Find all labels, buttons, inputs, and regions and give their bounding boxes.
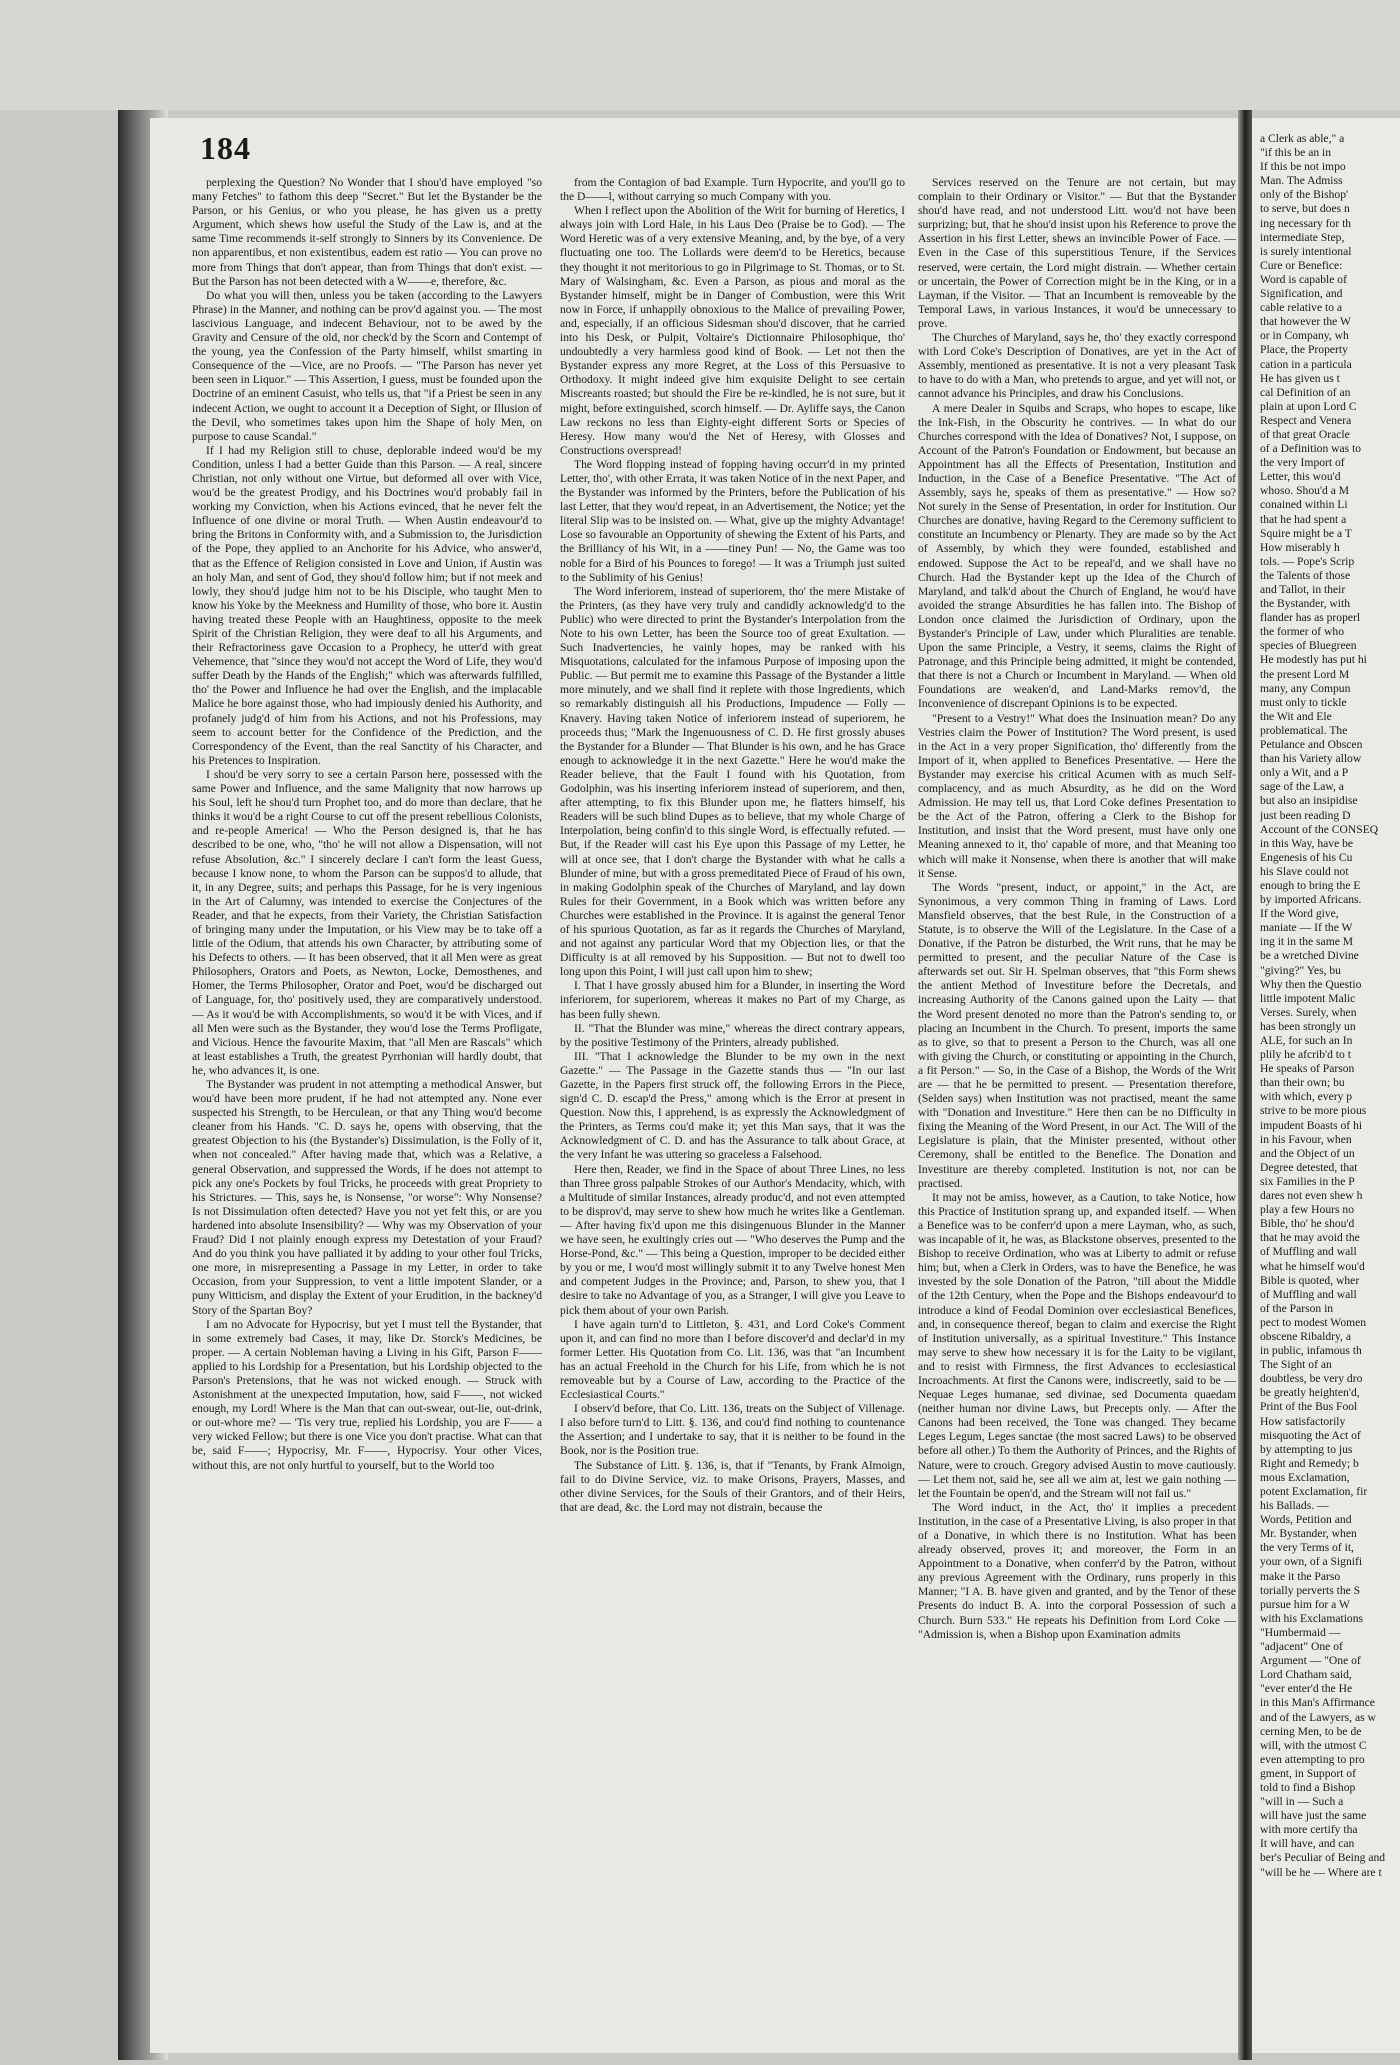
facing-page-line: "Humbermaid — — [1260, 1625, 1341, 1639]
facing-page-line: and of the Lawyers, as w — [1260, 1710, 1376, 1724]
facing-page-fragment — [1252, 118, 1400, 2053]
paragraph: The Word inferiorem, instead of superiorem, tho' the mere Mistake of the Printers, (as they have very truly and candidly acknowledg'd to the Public) who were directed to print the Bystander's Interpolation from the Note to his own Letter, has been the Source too of great Exultation. — Such Inadvertencies, he vainly hopes, may be ranked with his Misquotations, calculated for the infamous Purpose of imposing upon the Public. — But permit me to examine this Passage of the Bystander a little more minutely, and we shall find it replete with those Ingredients, which so remarkably distinguish all his Productions, Impudence — Folly — Knavery. Having taken Notice of inferiorem instead of superiorem, he proceeds thus; "Mark the Ingenuousness of C. D. He first grossly abuses the Bystander for a Blunder — That Blunder is his own, and he has Grace enough to acknowledge it in the next Gazette." Here he wou'd make the Reader believe, that the Fault I found with his Quotation, from Godolphin, was his inserting inferiorem instead of superiorem, and then, after attempting, to fix this Blunder upon me, he flatters himself, his Readers will be such blind Dupes as to believe, that my whole Charge of Interpolation, being confin'd to this single Word, is effectually refuted. — But, if the Reader will cast his Eye upon this Passage of my Letter, he will at once see, that I don't charge the Bystander with what he calls a Blunder of mine, but with a gross premeditated Piece of Fraud of his own, in making Godolphin speak of the Churches of Maryland, and lay down Rules for their Government, in a Book which was written before any Churches were established in the Province. It is against the general Tenor of his spurious Quotation, as far as it regards the Churches of Maryland, and not against any particular Word that my Objection lies, or that the Difficulty is at all removed by his Supposition. — But not to dwell too long upon this Point, I will just call upon him to shew; — [560, 584, 905, 979]
page-number: 184 — [200, 130, 251, 166]
paragraph: A mere Dealer in Squibs and Scraps, who hopes to escape, like the Ink-Fish, in the Obscurity he contrives. — In what do our Churches correspond with the Idea of Donatives? Not, I suppose, on Account of the Patron's Foundation or Endowment, but because an Appointment has all the Effects of Presentation, Institution and Induction, in the Case of a Benefice Presentative. "The Act of Assembly, says he, speaks of them as presentative." — How so? Not surely in the Sense of Presentation, in order for Institution. Our Churches are donative, having Regard to the Ceremony sufficient to constitute an Incumbency or Plenarty. They are made so by the Act of Assembly, by which they were founded, established and endowed. Suppose the Act to be repeal'd, and we shall have no Church. Had the Bystander kept up the Idea of the Church of Maryland, and talk'd about the Church of England, he wou'd have avoided the strange Absurdities he has fallen into. The Bishop of London once claimed the Jurisdiction of Ordinary, upon the Bystander's Principle of Law, under which Pluralities are tenable. Upon the same Principle, a Vestry, it seems, claims the Right of Patronage, and this Principle being admitted, it might be contended, that there is not a Church or Incumbent in Maryland. — When old Foundations are weaken'd, and Land-Marks remov'd, the Inconvenience of discrepant Opinions is to be expected. — [918, 401, 1236, 711]
paragraph: The Churches of Maryland, says he, tho' they exactly correspond with Lord Coke's Description of Donatives, are yet in the Act of Assembly, mentioned as presentative. It is not a very pleasant Task to have to do with a Man, who pretends to argue, and yet will not, or cannot advance his Principles, and draw his Conclusions. — [918, 331, 1236, 401]
facing-page-line: torially perverts the S — [1260, 1583, 1361, 1597]
facing-page-line: of a Definition was to — [1260, 442, 1362, 456]
facing-page-line: with which, every p — [1260, 1090, 1353, 1104]
facing-page-line: misquoting the Act of — [1260, 1428, 1361, 1442]
facing-page-line: of Muffling and wall — [1260, 1245, 1357, 1259]
facing-page-line: only a Wit, and a P — [1260, 766, 1349, 780]
facing-page-line: play a few Hours no — [1260, 1203, 1355, 1217]
facing-page-line: How satisfactorily — [1260, 1414, 1346, 1428]
facing-page-line: whoso. Shou'd a M — [1260, 484, 1350, 498]
facing-page-line: the Bystander, with — [1260, 597, 1351, 611]
paragraph: I shou'd be very sorry to see a certain Parson here, possessed with the same Power and Influence, and the same Malignity that now harrows up his Soul, left he shou'd turn Prophet too, and do more than declare, that he thinks it wou'd be a right Course to cut off the present rebellious Colonists, and re-people America! — Who the Person designed is, that he has described to be one, who, "tho' he will not allow a Dispensation, will not refuse Absolution, &c." I sincerely declare I can't form the least Guess, because I know none, to whom the Parson can be suppos'd to allude, that it, in any Degree, suits; and perhaps this Passage, for he is very ingenious in the Art of Calumny, was intended to exercise the Conjectures of the Reader, and that he expects, from their Variety, the Christian Satisfaction of bringing many under the Imputation, or his View may be to take off a little of the Odium, that attends his own Character, by attributing some of his Defects to others. — It has been observed, that it all Men were as great Philosophers, Orators and Poets, as Newton, Locke, Demosthenes, and Homer, the Terms Philosopher, Orator and Poet, wou'd be discharged out of Language, for, tho' positively used, they are comparatively understood. — As it wou'd be with Accomplishments, so wou'd it be with Vices, and if all Men were such as the Bystander, they wou'd lose the Terms Profligate, and Vicious. Hence the favourite Maxim, that "all Men are Rascals" which at least establishes a Truth, the greatest Pyrrhonian will hardly doubt, that he, who advances it, is one. — [192, 767, 542, 1077]
facing-page-line: ber's Peculiar of Being and — [1260, 1851, 1386, 1865]
facing-page-line: just been reading D — [1260, 808, 1351, 822]
facing-page-line: Verses. Surely, when — [1260, 1005, 1357, 1019]
paragraph: The Words "present, induct, or appoint," in the Act, are Synonimous, a very common Thing in framing of Laws. Lord Mansfield observes, that the best Rule, in the Construction of a Statute, is to observe the Will of the Legislature. In the Case of a Donative, if the Patron be disturbed, the Writ runs, that he may be permitted to present, and the peculiar Nature of the Case is afterwards set out. Sir H. Spelman observes, that "this Form shews the antient Method of Investiture before the Decretals, and increasing Authority of the Canons gained upon the Laity — that the Word present denoted no more than the Patron's sending to, or placing an Incumbent in the Church. To present, imports the same as to give, so that to present a Person to the Church, was all one with giving the Church, or constituting or appointing in the Church, a fit Person." — So, in the Case of a Bishop, the Words of the Writ are — that he be permitted to present. — Presentation therefore, (Selden says) when Institution was not practised, meant the same with "Donation and Investiture." Here then can be no Difficulty in fixing the Meaning of the Word Present, in our Act. The Will of the Legislature is plain, that the Minister presented, without other Ceremony, shall be entitled to the Benefice. The Donation and Investiture are thereby completed. Institution is not, nor can be practised. — [918, 880, 1236, 1190]
paragraph: I observ'd before, that Co. Litt. 136, treats on the Subject of Villenage. I also before turn'd to Litt. §. 136, and cou'd find nothing to countenance the Assertion; and I undertake to say, that it is neither to be found in the Book, nor is the Position true. — [560, 1402, 905, 1458]
facing-page-line: of that great Oracle — [1260, 427, 1350, 441]
facing-page-line: the former of who — [1260, 625, 1345, 639]
paragraph: When I reflect upon the Abolition of the Writ for burning of Heretics, I always join with Lord Hale, in his Laus Deo (Praise be to God). — The Word Heretic was of a very extensive Meaning, and, by the bye, of a very fluctuating one too. The Lollards were deem'd to be Heretics, because they thought it not meritorious to go in Pilgrimage to St. Thomas, or to St. Mary of Walsingham, &c. Even a Parson, as pious and moral as the Bystander himself, might be in Danger of Combustion, were this Writ now in Force, if unhappily obnoxious to the Malice of prevailing Power, and, especially, if an officious Sidesman shou'd discover, that he carried into his Desk, or Pulpit, Voltaire's Dictionnaire Philosophique, tho' undoubtedly a very harmless good kind of Book. — Let not then the Bystander express any more Regret, at the Loss of this Persuasive to Orthodoxy. It might indeed give him exquisite Delight to see certain Miscreants roasted; but should the Fire be re-kindled, he is not sure, but it might, before extinguished, scorch himself. — Dr. Ayliffe says, the Canon Law reckons no less than Eighty-eight different Sorts or Species of Heresy. How many wou'd the Net of Heresy, with Glosses and Constructions overspread! — [560, 204, 905, 457]
facing-page-line: Word is capable of — [1260, 272, 1347, 286]
facing-page-line: cerning Men, to be de — [1260, 1724, 1362, 1738]
facing-page-line: Degree detested, that — [1260, 1160, 1358, 1174]
facing-page-line: The Sight of an — [1260, 1358, 1332, 1372]
facing-page-line: be a wretched Divine — [1260, 949, 1359, 963]
facing-page-line: but also an insipidise — [1260, 794, 1358, 808]
paragraph: The Substance of Litt. §. 136, is, that if "Tenants, by Frank Almoign, fail to do Divine Service, viz. to make Orisons, Prayers, Masses, and other divine Services, for the Souls of their Grantors, and of their Heirs, that are dead, &c. the Lord may not distrain, because the — [560, 1458, 905, 1514]
facing-page-line: of Muffling and wall — [1260, 1287, 1357, 1301]
facing-page-line: and Tallot, in their — [1260, 583, 1346, 596]
facing-page-line: enough to bring the E — [1260, 878, 1361, 892]
facing-page-line: cable relative to a — [1260, 301, 1343, 315]
facing-page-line: your own, of a Signifi — [1260, 1555, 1363, 1569]
facing-page-line: what he himself wou'd — [1260, 1259, 1365, 1273]
facing-page-line: impudent Boasts of hi — [1260, 1118, 1363, 1132]
facing-page-line: Words, Petition and — [1260, 1513, 1352, 1527]
facing-page-line: How miserably h — [1260, 540, 1340, 554]
facing-page-line: told to find a Bishop — [1260, 1780, 1356, 1794]
facing-page-line: "adjacent" One of — [1260, 1640, 1343, 1654]
paragraph: "Present to a Vestry!" What does the Insinuation mean? Do any Vestries claim the Power of Institution? The Word present, is used in the Act in a very proper Signification, tho' differently from the Import of it, when applied to Benefices Presentative. — Here the Bystander may exercise his critical Acumen with as much Self-complacency, and as much Absurdity, as he did on the Word Admission. He may tell us, that Lord Coke defines Presentation to be the Act of the Patron, offering a Clerk to the Bishop for Institution, and insist that the Word present, must have only one Meaning annexed to it, tho' capable of more, and that Meaning too which will make it Nonsense, when there is another that will make it Sense. — [918, 711, 1236, 880]
page-gutter — [1238, 110, 1252, 2060]
facing-page-line: the Wit and Ele — [1260, 709, 1332, 723]
paragraph: It may not be amiss, however, as a Caution, to take Notice, how this Practice of Institution sprang up, and expanded itself. — When a Benefice was to be conferr'd upon a mere Layman, who, as such, was incapable of it, he was, as Blackstone observes, presented to the Bishop to receive Ordination, who was at Liberty to admit or refuse him; but, when a Clerk in Orders, was to have the Benefice, he was invested by the sole Donation of the Patron, "till about the Middle of the 12th Century, when the Pope and the Bishops endeavour'd to introduce a kind of Feodal Dominion over ecclesiastical Benefices, and, in consequence thereof, began to claim and exercise the Right of Institution universally, as a spiritual Investiture." This Instance may serve to shew how necessary it is for the Laity to be vigilant, and to resist with Firmness, the first Advances to ecclesiastical Incroachments. At first the Canons were, indiscreetly, said to be — Nequae Leges humanae, sed divinae, sed Documenta quaedam (neither human nor divine Laws, but Precepts only. — After the Canons had been received, the Tone was changed. They became Leges Legum, Leges sanctae (the most sacred Laws) to be observed before all other.) To them the Authority of Princes, and the Rights of Nature, were to crouch. Gregory advised Austin to move cautiously. — Let them not, said he, see all we aim at, lest we gain nothing — let the Fountain be open'd, and the Stream will not fail us." — [918, 1190, 1236, 1500]
facing-page-line: It will have, and can — [1260, 1837, 1355, 1851]
facing-page-line: conained within Li — [1260, 498, 1348, 512]
facing-page-line: gment, in Support of — [1260, 1766, 1356, 1780]
facing-page-line: with more certify tha — [1260, 1823, 1358, 1837]
facing-page-line: that he had spent a — [1260, 512, 1347, 526]
facing-page-line: pursue him for a W — [1260, 1597, 1350, 1611]
facing-page-line: ing necessary for th — [1260, 216, 1352, 230]
facing-page-line: potent Exclamation, fir — [1260, 1485, 1368, 1498]
paragraph: Here then, Reader, we find in the Space of about Three Lines, no less than Three gross palpable Strokes of our Author's Mendacity, which, with a Multitude of similar Instances, already produc'd, and not even attempted to be disprov'd, may serve to shew how much he writes like a Gentleman. — After having fix'd upon me this disingenuous Blunder in the Manner we have seen, he exultingly cries out — "Who deserves the Pump and the Horse-Pond, &c." — This being a Question, improper to be decided either by you or me, I wou'd most willingly submit it to any Twelve honest Men and competent Judges in the Province; and, Parson, to shew you, that I desire to take no Advantage of you, as a Stranger, I will give you Leave to pick them about of your own Parish. — [560, 1162, 905, 1317]
facing-page-line: with his Exclamations — [1260, 1611, 1364, 1625]
facing-page-line: Letter, this wou'd — [1260, 470, 1341, 484]
facing-page-line: dares not even shew h — [1260, 1189, 1363, 1203]
facing-page-line: flander has as properl — [1260, 611, 1361, 625]
facing-page-line: little impotent Malic — [1260, 991, 1356, 1005]
facing-page-line: "giving?" Yes, bu — [1260, 963, 1341, 977]
facing-page-line: "will be he — Where are t — [1260, 1865, 1382, 1879]
facing-page-line: He modestly has put hi — [1260, 653, 1367, 667]
facing-page-line: in this Man's Affirmance — [1260, 1696, 1375, 1710]
facing-page-line: than their own; bu — [1260, 1076, 1345, 1090]
facing-page-line: his Slave could not — [1260, 864, 1349, 878]
facing-page-line: in this Way, have be — [1260, 836, 1354, 850]
paragraph: I have again turn'd to Littleton, §. 431, and Lord Coke's Comment upon it, and can find no more than I before discover'd and declar'd in my former Letter. His Quotation from Co. Lit. 136, was that "an Incumbent has an actual Freehold in the Church for his Life, from which he is not removeable but by a Course of Law, according to the Practice of the Ecclesiastical Courts." — [560, 1317, 905, 1402]
facing-page-line: If this be not impo — [1260, 160, 1346, 174]
paragraph: from the Contagion of bad Example. Turn Hypocrite, and you'll go to the D——l, without carrying so much Company with you. — [560, 176, 905, 204]
facing-page-line: Bible, tho' he shou'd — [1260, 1217, 1355, 1231]
facing-page-line: will, with the utmost C — [1260, 1738, 1367, 1752]
facing-page-line: is surely intentional — [1260, 244, 1352, 258]
facing-page-line: Mr. Bystander, when — [1260, 1527, 1357, 1541]
facing-page-line: Lord Chatham said, — [1260, 1668, 1352, 1682]
facing-page-line: Why then the Questio — [1260, 977, 1362, 991]
facing-page-line: problematical. The — [1260, 723, 1348, 737]
facing-page-line: Argument — "One of — [1260, 1654, 1361, 1668]
facing-page-line: mous Exclamation, — [1260, 1470, 1350, 1484]
facing-page-line: species of Bluegreen — [1260, 639, 1357, 653]
facing-page-line: "will in — Such a — [1260, 1795, 1344, 1809]
facing-page-line: even attempting to pro — [1260, 1752, 1365, 1766]
paragraph: The Word induct, in the Act, tho' it implies a precedent Institution, in the case of a Presentative Living, is also proper in that of a Donative, in which there is no Institution. What has been already observed, proves it; and moreover, the Form in an Appointment to a Donative, when conferr'd by the Patron, without any previous Agreement with the Ordinary, runs properly in this Manner; "I A. B. have given and granted, and by the Tenor of these Presents do induct B. A. into the corporal Possession of such a Church. Burn 533." He repeats his Definition from Lord Coke — "Admission is, when a Bishop upon Examination admits — [918, 1500, 1236, 1641]
facing-page-line: the very Import of — [1260, 456, 1345, 470]
facing-page-line: cal Definition of an — [1260, 385, 1351, 399]
facing-page-line: If the Word give, — [1260, 907, 1339, 921]
paragraph: The Word flopping instead of fopping having occurr'd in my printed Letter, tho', with other Errata, it was taken Notice of in the next Paper, and the Bystander was informed by the Printers, before the Publication of his last Letter, that they wou'd repeat, in an Advertisement, the Notice; yet the literal Slip was to be insisted on. — What, give up the mighty Advantage! Lose so favourable an Opportunity of shewing the Extent of his Parts, and the Brilliancy of his Wit, in a ——tiney Pun! — No, the Game was too noble for a Bird of his Pounces to forego! — It was a Triumph just suited to the Sublimity of his Genius! — [560, 457, 905, 584]
facing-page-line: only of the Bishop' — [1260, 188, 1349, 202]
facing-page-line: to serve, but does n — [1260, 202, 1350, 216]
facing-page-line: will have just the same — [1260, 1809, 1367, 1823]
facing-page-line: and the Object of un — [1260, 1146, 1355, 1160]
paragraph: Do what you will then, unless you be taken (according to the Lawyers Phrase) in the Manner, and nothing can be prov'd against you. — The most lascivious Language, and indecent Behaviour, not to be awed by the Gravity and Censure of the old, nor check'd by the Scorn and Contempt of the young, yea the Confession of the Party himself, whilst smarting in Consequence of the —Vice, are no Proofs. — "The Parson has never yet been seen in Liquor." — This Assertion, I guess, must be founded upon the Doctrine of an eminent Casuist, who tells us, that "if a Priest be seen in any indecent Action, we ought to account it a Deception of Sight, or Illusion of the Devil, who sometimes takes upon him the Shape of holy Men, on purpose to cause Scandal." — [192, 288, 542, 443]
paragraph: II. "That the Blunder was mine," whereas the direct contrary appears, by the positive Testimony of the Printers, already published. — [560, 1021, 905, 1049]
facing-page-line: Squire might be a T — [1260, 526, 1352, 540]
facing-page-line: six Families in the P — [1260, 1174, 1355, 1188]
facing-page-line: his Ballads. — — [1260, 1499, 1329, 1513]
facing-page-line: be greatly heighten'd, — [1260, 1386, 1360, 1400]
facing-page-line: Place, the Property — [1260, 343, 1348, 357]
facing-page-line: cation in a particula — [1260, 357, 1352, 371]
paragraph: If I had my Religion still to chuse, deplorable indeed wou'd be my Condition, unless I had a better Guide than this Parson. — A real, sincere Christian, not only without one Virtue, but deformed all over with Vice, wou'd be the greatest Prodigy, and his Doctrines wou'd probably fail in working my Conviction, when his Actions evinced, that he never felt the Influence of one divine or moral Truth. — When Austin endeavour'd to bring the Britons in Conformity with, and a Submission to, the Jurisdiction of the Pope, they applied to an Anchorite for his Advice, who answer'd, that as the Effence of Religion consisted in Love and Union, if Austin was an holy Man, and sent of God, they shou'd follow him; but if not meek and lowly, they shou'd judge him not to be his Disciple, who taught Men to know his Yoke by the Meekness and Humility of those, who bore it. Austin having treated these People with an Haughtiness, opposite to the meek Spirit of the Christian Religion, they were deaf to all his Arguments, and their Refractoriness gave Occasion to a Prophecy, he utter'd with great Vehemence, that "since they wou'd not accept the Word of Life, they wou'd suffer Death by the Hands of the English;" which was afterwards fulfilled, tho' the Power and Influence he had over the English, and the implacable Malice he bore against those, who had impiously denied his Authority, and profanely judg'd of him from his Actions, and not his Professions, may seem to account better for the Confidence of the Prediction, and the Correspondency of the Event, than the real Sanctity of his Character, and his Pretences to Inspiration. — [192, 443, 542, 767]
facing-page-line: Petulance and Obscen — [1260, 738, 1363, 752]
paragraph: III. "That I acknowledge the Blunder to be my own in the next Gazette." — The Passage in the Gazette stands thus — "In our last Gazette, in the Papers first struck off, the following Errors in the Piece, sign'd C. D. escap'd the Press," among which is the Error at present in Question. Now this, I apprehend, is as expressly the Acknowledgment of the Printers, as Terms cou'd make it; yet this Man says, that it was the Acknowledgment of C. D. and has the Assurance to talk about Grace, at the very Infant he was uttering so graceless a Falsehood. — [560, 1049, 905, 1162]
facing-page-line: or in Company, wh — [1260, 329, 1349, 343]
facing-page-line: Print of the Bus Fool — [1260, 1400, 1358, 1414]
scan-top-margin — [0, 0, 1400, 110]
facing-page-line: He speaks of Parson — [1260, 1062, 1355, 1076]
paragraph: The Bystander was prudent in not attempting a methodical Answer, but wou'd have been more prudent, if he had not attempted any. None ever suspected his Strength, to be Herculean, or that any Thing wou'd become cleaner from his Hands. "C. D. says he, opens with observing, that the greatest Objection to his (the Bystander's) Dissimulation, is the Folly of it, when not concealed." After having made that, which was a Relative, a general Observation, and suppressed the Words, if he does not attempt to pick any one's Pockets by foul Tricks, he proceeds with great Propriety to his Strictures. — This, says he, is Nonsense, "or worse": Why Nonsense? Is not Dissimulation often detected? Have you not yet felt this, or are you hardened into absolute Insensibility? — Why was my Observation of your Fraud? Did I not plainly enough express my Detestation of your Fraud? And do you think you have palliated it by adding to your other foul Tricks, one more, in misrepresenting a Passage in my Letter, in order to take Occasion, from your Suppression, to vent a little impotent Slander, or a puny Witticism, and display the Extent of your Erudition, in the backney'd Story of the Spartan Boy? — [192, 1078, 542, 1317]
facing-page-line: Engenesis of his Cu — [1260, 850, 1353, 864]
facing-page-line: sage of the Law, a — [1260, 780, 1344, 794]
facing-page-line: make it the Parso — [1260, 1569, 1341, 1583]
text-column-3 — [918, 176, 1236, 2036]
facing-page-line: Signification, and — [1260, 287, 1343, 301]
facing-page-line: that he may avoid the — [1260, 1231, 1360, 1245]
facing-page-line: by attempting to jus — [1260, 1442, 1353, 1456]
facing-page-line: doubtless, be very dro — [1260, 1372, 1363, 1386]
text-column-1 — [192, 176, 542, 2036]
facing-page-line: "ever enter'd the He — [1260, 1682, 1353, 1696]
facing-page-line: a Clerk as able," a — [1260, 132, 1345, 145]
facing-page-line: Right and Remedy; b — [1260, 1456, 1359, 1470]
facing-page-line: in his Favour, when — [1260, 1132, 1352, 1146]
facing-page-line: Bible is quoted, wher — [1260, 1273, 1360, 1287]
facing-page-line: in public, infamous th — [1260, 1344, 1362, 1358]
facing-page-line: pect to modest Women — [1260, 1315, 1367, 1329]
facing-page-line: the very Terms of it, — [1260, 1541, 1354, 1555]
paragraph: Services reserved on the Tenure are not certain, but may complain to their Ordinary or Visitor." — But that the Bystander shou'd have read, and not understood Litt. wou'd not have been surprizing; but, that he shou'd insist upon his Reference to prove the Assertion in his first Letter, shews an invincible Power of Face. — Even in the Case of this superstitious Tenure, if the Services reserved, were certain, the Lord might distrain. — Whether certain or uncertain, the Power of Correction might be in the King, or in a Layman, if the Visitor. — That an Incumbent is removeable by the Temporal Laws, in various Instances, it wou'd be unnecessary to prove. — [918, 176, 1236, 330]
paragraph: perplexing the Question? No Wonder that I shou'd have employed "so many Fetches" to fathom this deep "Secret." But let the Bystander be the Parson, or his Genius, or who you please, he has given us a pretty Argument, which shews how useful the Study of the Law is, and at the same Time recommends it-self strongly to Sinners by its Convenience. De non apparentibus, et non existentibus, eadem est ratio — You can prove no more from Things that don't appear, than from Things that don't exist. — But the Parson has not been detected with a W——e, therefore, &c. — [192, 176, 542, 288]
facing-page-line: the present Lord M — [1260, 667, 1350, 681]
facing-page-line: Account of the CONSEQ — [1260, 822, 1379, 836]
facing-page-line: plain at upon Lord C — [1260, 399, 1357, 413]
facing-page-line: ing it in the same M — [1260, 935, 1354, 949]
facing-page-line: Cure or Benefice: — [1260, 258, 1343, 272]
facing-page-line: intermediate Step, — [1260, 230, 1345, 244]
facing-page-line: He has given us t — [1260, 371, 1340, 385]
facing-page-line: strive to be more pious — [1260, 1104, 1367, 1118]
facing-page-line: than his Variety allow — [1260, 752, 1362, 766]
facing-page-line: "if this be an in — [1260, 146, 1332, 160]
facing-page-line: has been strongly un — [1260, 1019, 1356, 1033]
facing-page-line: maniate — If the W — [1260, 921, 1353, 935]
facing-page-line: that however the W — [1260, 315, 1351, 329]
facing-page-line: by imported Africans. — [1260, 893, 1362, 907]
facing-page-line: of the Parson in — [1260, 1301, 1334, 1315]
facing-page-line: Man. The Admiss — [1260, 174, 1343, 188]
facing-page-line: plily he afcrib'd to t — [1260, 1048, 1351, 1062]
facing-page-line: must only to tickle — [1260, 695, 1347, 709]
facing-page-line: many, any Compun — [1260, 681, 1351, 695]
paragraph: I. That I have grossly abused him for a Blunder, in inserting the Word inferiorem, for superiorem, whereas it makes no Part of my Charge, as has been fully shewn. — [560, 979, 905, 1021]
facing-page-line: tols. — Pope's Scrip — [1260, 554, 1355, 568]
text-column-2 — [560, 176, 905, 2036]
facing-page-line: the Talents of those — [1260, 568, 1351, 582]
paragraph: I am no Advocate for Hypocrisy, but yet I must tell the Bystander, that in some extremely bad Cases, it may, like Dr. Storck's Medicines, be proper. — A certain Nobleman having a Living in his Gift, Parson F—— applied to his Lordship for a Presentation, but his Lordship objected to the Parson's Pretensions, that he was not wicked enough. — Struck with Astonishment at the unexpected Imputation, how, said F——, not wicked enough, my Lord! Where is the Man that can out-swear, out-lie, out-drink, or out-whore me? — 'Tis very true, replied his Lordship, you are F—— a very wicked Fellow; but there is one Vice you don't practise. What can that be, said F——; Hypocrisy, Mr. F——, Hypocrisy. Your other Vices, without this, are not only hurtful to yourself, but to the World too — [192, 1317, 542, 1472]
facing-page-line: Respect and Venera — [1260, 413, 1352, 427]
facing-page-line: obscene Ribaldry, a — [1260, 1329, 1352, 1343]
facing-page-line: ALE, for such an In — [1260, 1034, 1353, 1047]
